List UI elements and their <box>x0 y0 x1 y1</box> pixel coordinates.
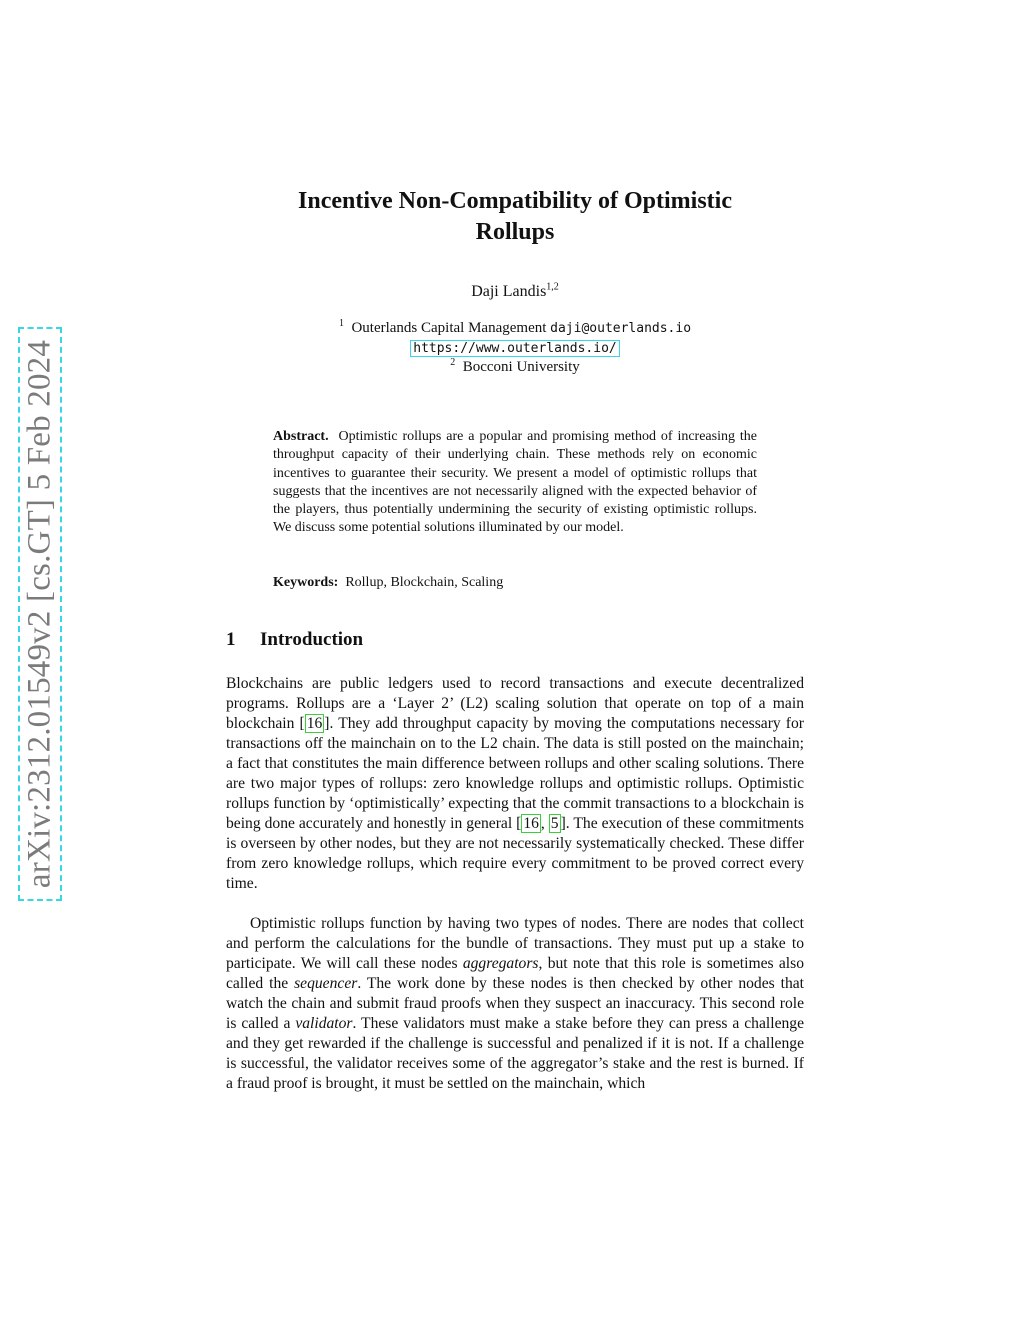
para1-text-1: Blockchains are public ledgers used to record transactions and execute decentralized programs. Rollups are a ‘Layer 2’ (L2) scaling solution that operate on top of a main blockchain <box>226 675 804 732</box>
paragraph-2 <box>226 914 804 1094</box>
arxiv-stamp <box>18 327 62 901</box>
abstract-text: Optimistic rollups are a popular and promising method of increasing the throughput capacity of their underlying chain. These methods rely on economic incentives to guarantee their security. We present a model of optimistic rollups that suggests that the incentives are not necessarily aligned with the expected behavior of the players, thus potentially undermining the security of existing optimistic rollups. We discuss some potential solutions illuminated by our model. <box>273 429 757 536</box>
keywords-label: Keywords: <box>273 575 339 590</box>
affiliation-2 <box>226 358 804 377</box>
affiliation-2-name: Bocconi University <box>462 359 580 375</box>
affiliation-1-sup: 1 <box>338 318 344 329</box>
para2-text-4: . These validators must make a stake before they can press a challenge and they get rewarded if the challenge is successful and penalized if it is not. If a challenge is successful, the validator receives some of the aggregator’s stake and the rest is burned. If a fraud proof is brought, it must be settled on the mainchain, which <box>226 1015 805 1092</box>
section-heading <box>226 629 363 651</box>
citation-link[interactable]: 5 <box>550 815 559 832</box>
keywords-text: Rollup, Blockchain, Scaling <box>345 575 504 590</box>
term-sequencer: sequencer <box>294 975 358 992</box>
abstract <box>273 428 757 538</box>
para1-text-2: . They add throughput capacity by moving the computations necessary for transactions off the mainchain on to the L2 chain. The data is still posted on the mainchain; a fact that constitutes the main difference between rollups and other scaling solutions. There are two major types of rollups: zero knowledge rollups and optimistic rollups. Optimistic rollups function by ‘optimistically’ expecting that the commit transactions to a blockchain is being done accurately and honestly in general <box>226 715 804 832</box>
affiliation-1-url-line <box>226 339 804 359</box>
arxiv-stamp-text: arXiv:2312.01549v2 [cs.GT] 5 Feb 2024 <box>21 339 58 889</box>
para1-text-3: . The execution of these commitments is overseen by other nodes, but they are not necessarily systematically checked. These differ from zero knowledge rollups, which require every commitment to be proved correct every time. <box>226 815 805 892</box>
author-line <box>226 283 804 301</box>
author-sup: 1,2 <box>546 281 559 293</box>
term-validator: validator <box>295 1015 353 1032</box>
citation-link[interactable]: 16 <box>306 715 323 732</box>
term-aggregators: aggregators <box>462 955 539 972</box>
citation-link[interactable]: 16 <box>523 815 539 832</box>
para2-text-2: , but note that this role is sometimes also called the <box>226 955 804 992</box>
section-title: Introduction <box>260 629 364 650</box>
para2-text-1: Optimistic rollups function by having two types of nodes. There are nodes that collect and perform the calculations for the bundle of transactions. They must put up a stake to participate. We will call these nodes <box>226 915 804 972</box>
para2-text-3: . The work done by these nodes is then checked by other nodes that watch the chain and submit fraud proofs when they suspect an inaccuracy. This second role is called a <box>226 975 805 1032</box>
author-email: daji@outerlands.io <box>550 321 692 336</box>
affiliation-2-sup: 2 <box>450 357 456 368</box>
title-line-2: Rollups <box>475 219 555 245</box>
title-line-1: Incentive Non-Compatibility of Optimistic <box>298 188 732 214</box>
paper-title <box>226 186 804 248</box>
paragraph-1: Blockchains are public ledgers used to record transactions and execute decentralized programs. Rollups are a ‘Layer 2’ (L2) scaling solution that operate on top of a main blockchain [ 16 ]. They add throughput capacity by moving the computations necessary for transactions off the mainchain on to the L2 chain. The data is still posted on the mainchain; a fact that constitutes the main difference between rollups and other scaling solutions. There are two major types of rollups: zero knowledge rollups and optimistic rollups. Optimistic rollups function by ‘optimistically’ expecting that the commit transactions to a blockchain is being done accurately and honestly in general [ 16 , 5 ]. The execution of these commitments is overseen by other nodes, but they are not necessarily systematically checked. These differ from zero knowledge rollups, which require every commitment to be proved correct every time. <box>226 675 805 892</box>
affiliations <box>226 319 804 377</box>
author-name: Daji Landis <box>471 283 547 300</box>
abstract-label: Abstract. <box>273 429 329 444</box>
affiliation-1-name: Outerlands Capital Management <box>351 320 547 336</box>
keywords <box>273 575 757 591</box>
affiliation-1 <box>226 319 804 339</box>
section-number: 1 <box>226 629 236 650</box>
affiliation-url-link[interactable]: https://www.outerlands.io/ <box>410 340 620 357</box>
